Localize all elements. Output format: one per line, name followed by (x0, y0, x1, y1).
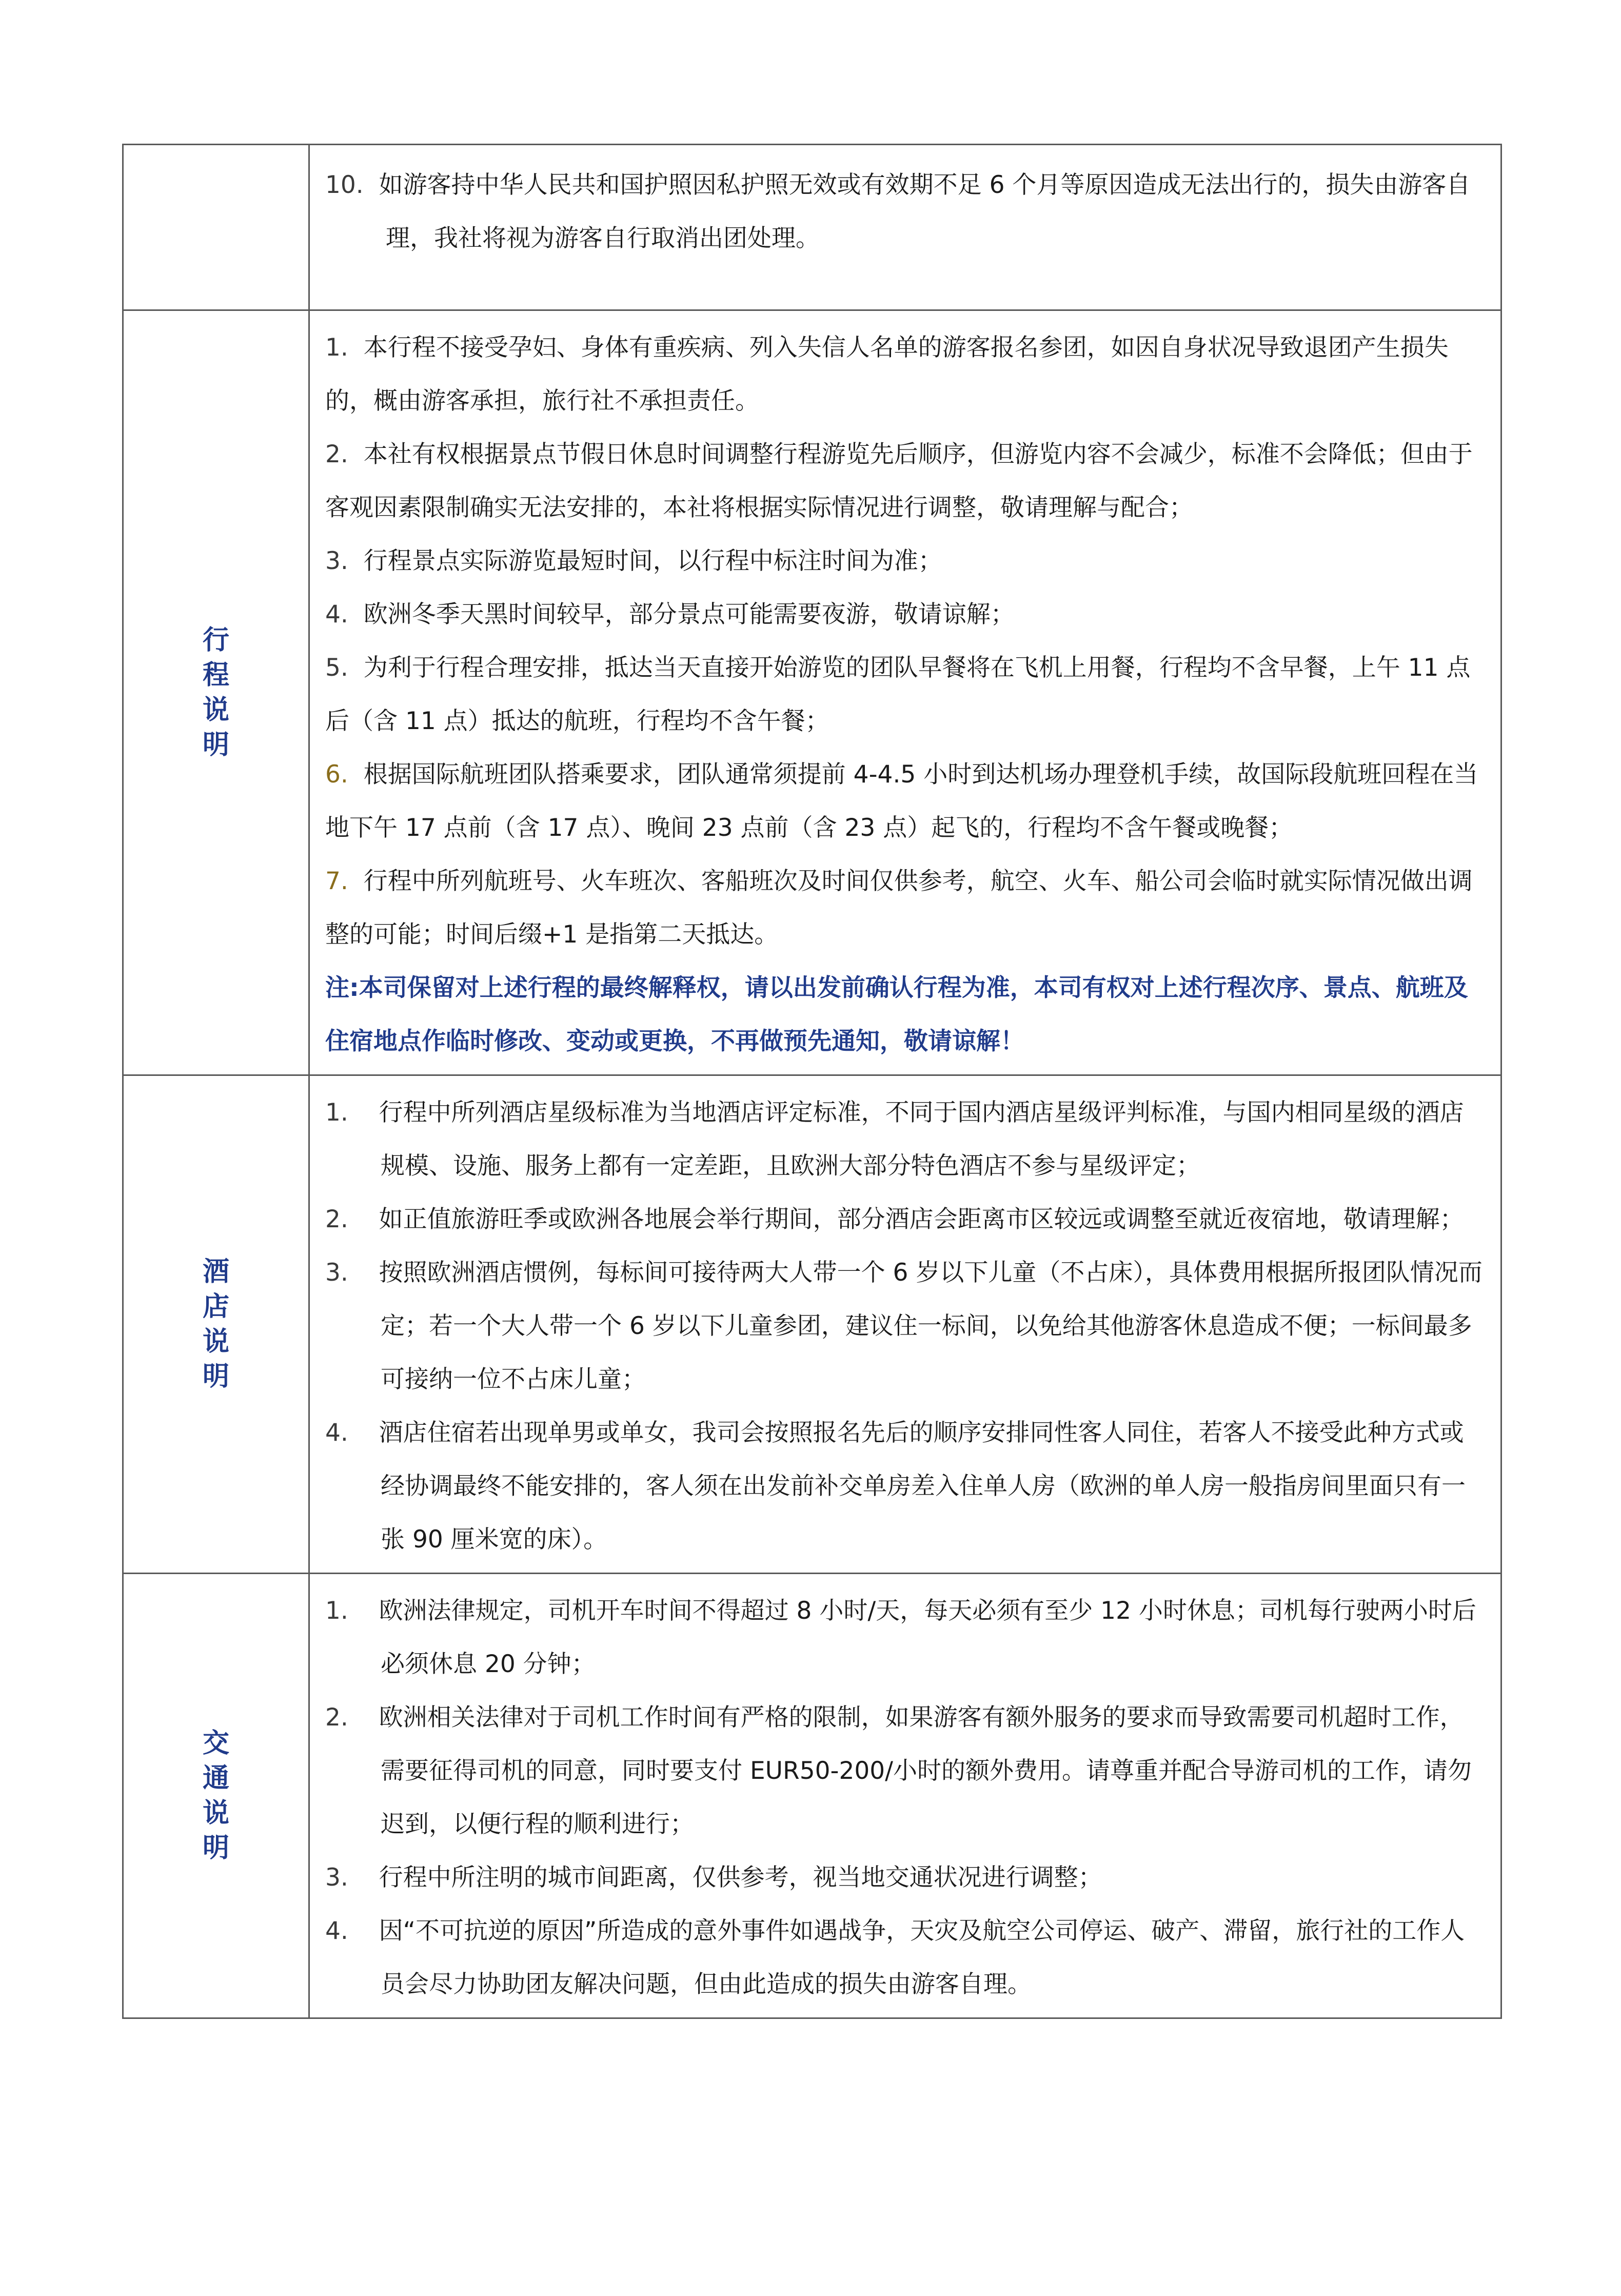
row-itinerary (123, 310, 1501, 1075)
continued-content (309, 145, 1501, 310)
row-hotel (123, 1075, 1501, 1574)
list-item: 1. 本行程不接受孕妇、身体有重疾病、列入失信人名单的游客报名参团，如因自身状况导致退团产生损失的，概由游客承担，旅行社不承担责任。 (325, 333, 1449, 415)
list-item: 2. 欧洲相关法律对于司机工作时间有严格的限制，如果游客有额外服务的要求而导致需要司机超时工作，需要征得司机的同意，同时要支付 EUR50-200/小时的额外费用。请尊重并配合导游司机的工作，请勿迟到，以便行程的顺利进行； (325, 1703, 1472, 1838)
list-item: 1. 行程中所列酒店星级标准为当地酒店评定标准，不同于国内酒店星级评判标准，与国内相同星级的酒店规模、设施、服务上都有一定差距，且欧洲大部分特色酒店不参与星级评定； (325, 1098, 1464, 1180)
info-table (122, 144, 1502, 2019)
label-cell-empty (123, 145, 309, 310)
itinerary-label: 行程说明 (202, 625, 229, 760)
itinerary-content (309, 310, 1501, 1075)
transport-label-cell (123, 1574, 309, 2018)
hotel-label-cell (123, 1075, 309, 1574)
transport-content (309, 1574, 1501, 2018)
list-item: 3. 行程景点实际游览最短时间，以行程中标注时间为准； (325, 547, 942, 575)
list-item: 3. 行程中所注明的城市间距离，仅供参考，视当地交通状况进行调整； (325, 1863, 1102, 1892)
hotel-label: 酒店说明 (202, 1257, 229, 1392)
list-item: 1. 欧洲法律规定，司机开车时间不得超过 8 小时/天，每天必须有至少 12 小时休息；司机每行驶两小时后必须休息 20 分钟； (325, 1597, 1476, 1678)
transport-label: 交通说明 (202, 1728, 229, 1863)
list-item: 3. 按照欧洲酒店惯例，每标间可接待两大人带一个 6 岁以下儿童（不占床），具体费用根据所报团队情况而定；若一个大人带一个 6 岁以下儿童参团，建议住一标间，以免给其他游客休息造成不便；一标间最多可接纳一位不占床儿童； (325, 1259, 1482, 1394)
row-transport (123, 1574, 1501, 2018)
list-item: 5. 为利于行程合理安排，抵达当天直接开始游览的团队早餐将在飞机上用餐，行程均不含早餐，上午 11 点后（含 11 点）抵达的航班，行程均不含午餐； (325, 654, 1471, 735)
hotel-content (309, 1075, 1501, 1574)
row-continued (123, 145, 1501, 310)
list-item: 4. 酒店住宿若出现单男或单女，我司会按照报名先后的顺序安排同性客人同住，若客人不接受此种方式或经协调最终不能安排的，客人须在出发前补交单房差入住单人房（欧洲的单人房一般指房间里面只有一张 90 厘米宽的床）。 (325, 1419, 1466, 1554)
itinerary-label-cell (123, 310, 309, 1075)
list-item: 2. 如正值旅游旺季或欧洲各地展会举行期间，部分酒店会距离市区较远或调整至就近夜宿地，敬请理解； (325, 1205, 1464, 1233)
list-item: 4. 因“不可抗逆的原因”所造成的意外事件如遇战争，天灾及航空公司停运、破产、滞留，旅行社的工作人员会尽力协助团友解决问题，但由此造成的损失由游客自理。 (325, 1917, 1465, 1998)
list-item: 2. 本社有权根据景点节假日休息时间调整行程游览先后顺序，但游览内容不会减少，标准不会降低；但由于客观因素限制确实无法安排的，本社将根据实际情况进行调整，敬请理解与配合； (325, 440, 1473, 522)
list-item: 4. 欧洲冬季天黑时间较早，部分景点可能需要夜游，敬请谅解； (325, 600, 1015, 629)
list-item: 6. 根据国际航班团队搭乘要求，团队通常须提前 4-4.5 小时到达机场办理登机手续，故国际段航班回程在当地下午 17 点前（含 17 点）、晚间 23 点前（含 23 点）起飞的，行程均不含午餐或晚餐； (325, 760, 1478, 842)
itinerary-note: 注:本司保留对上述行程的最终解释权，请以出发前确认行程为准，本司有权对上述行程次序、景点、航班及住宿地点作临时修改、变动或更换，不再做预先通知，敬请谅解！ (325, 974, 1468, 1055)
list-item: 10. 如游客持中华人民共和国护照因私护照无效或有效期不足 6 个月等原因造成无法出行的，损失由游客自理，我社将视为游客自行取消出团处理。 (325, 171, 1471, 252)
list-item: 7. 行程中所列航班号、火车班次、客船班次及时间仅供参考，航空、火车、船公司会临时就实际情况做出调整的可能；时间后缀+1 是指第二天抵达。 (325, 867, 1473, 949)
